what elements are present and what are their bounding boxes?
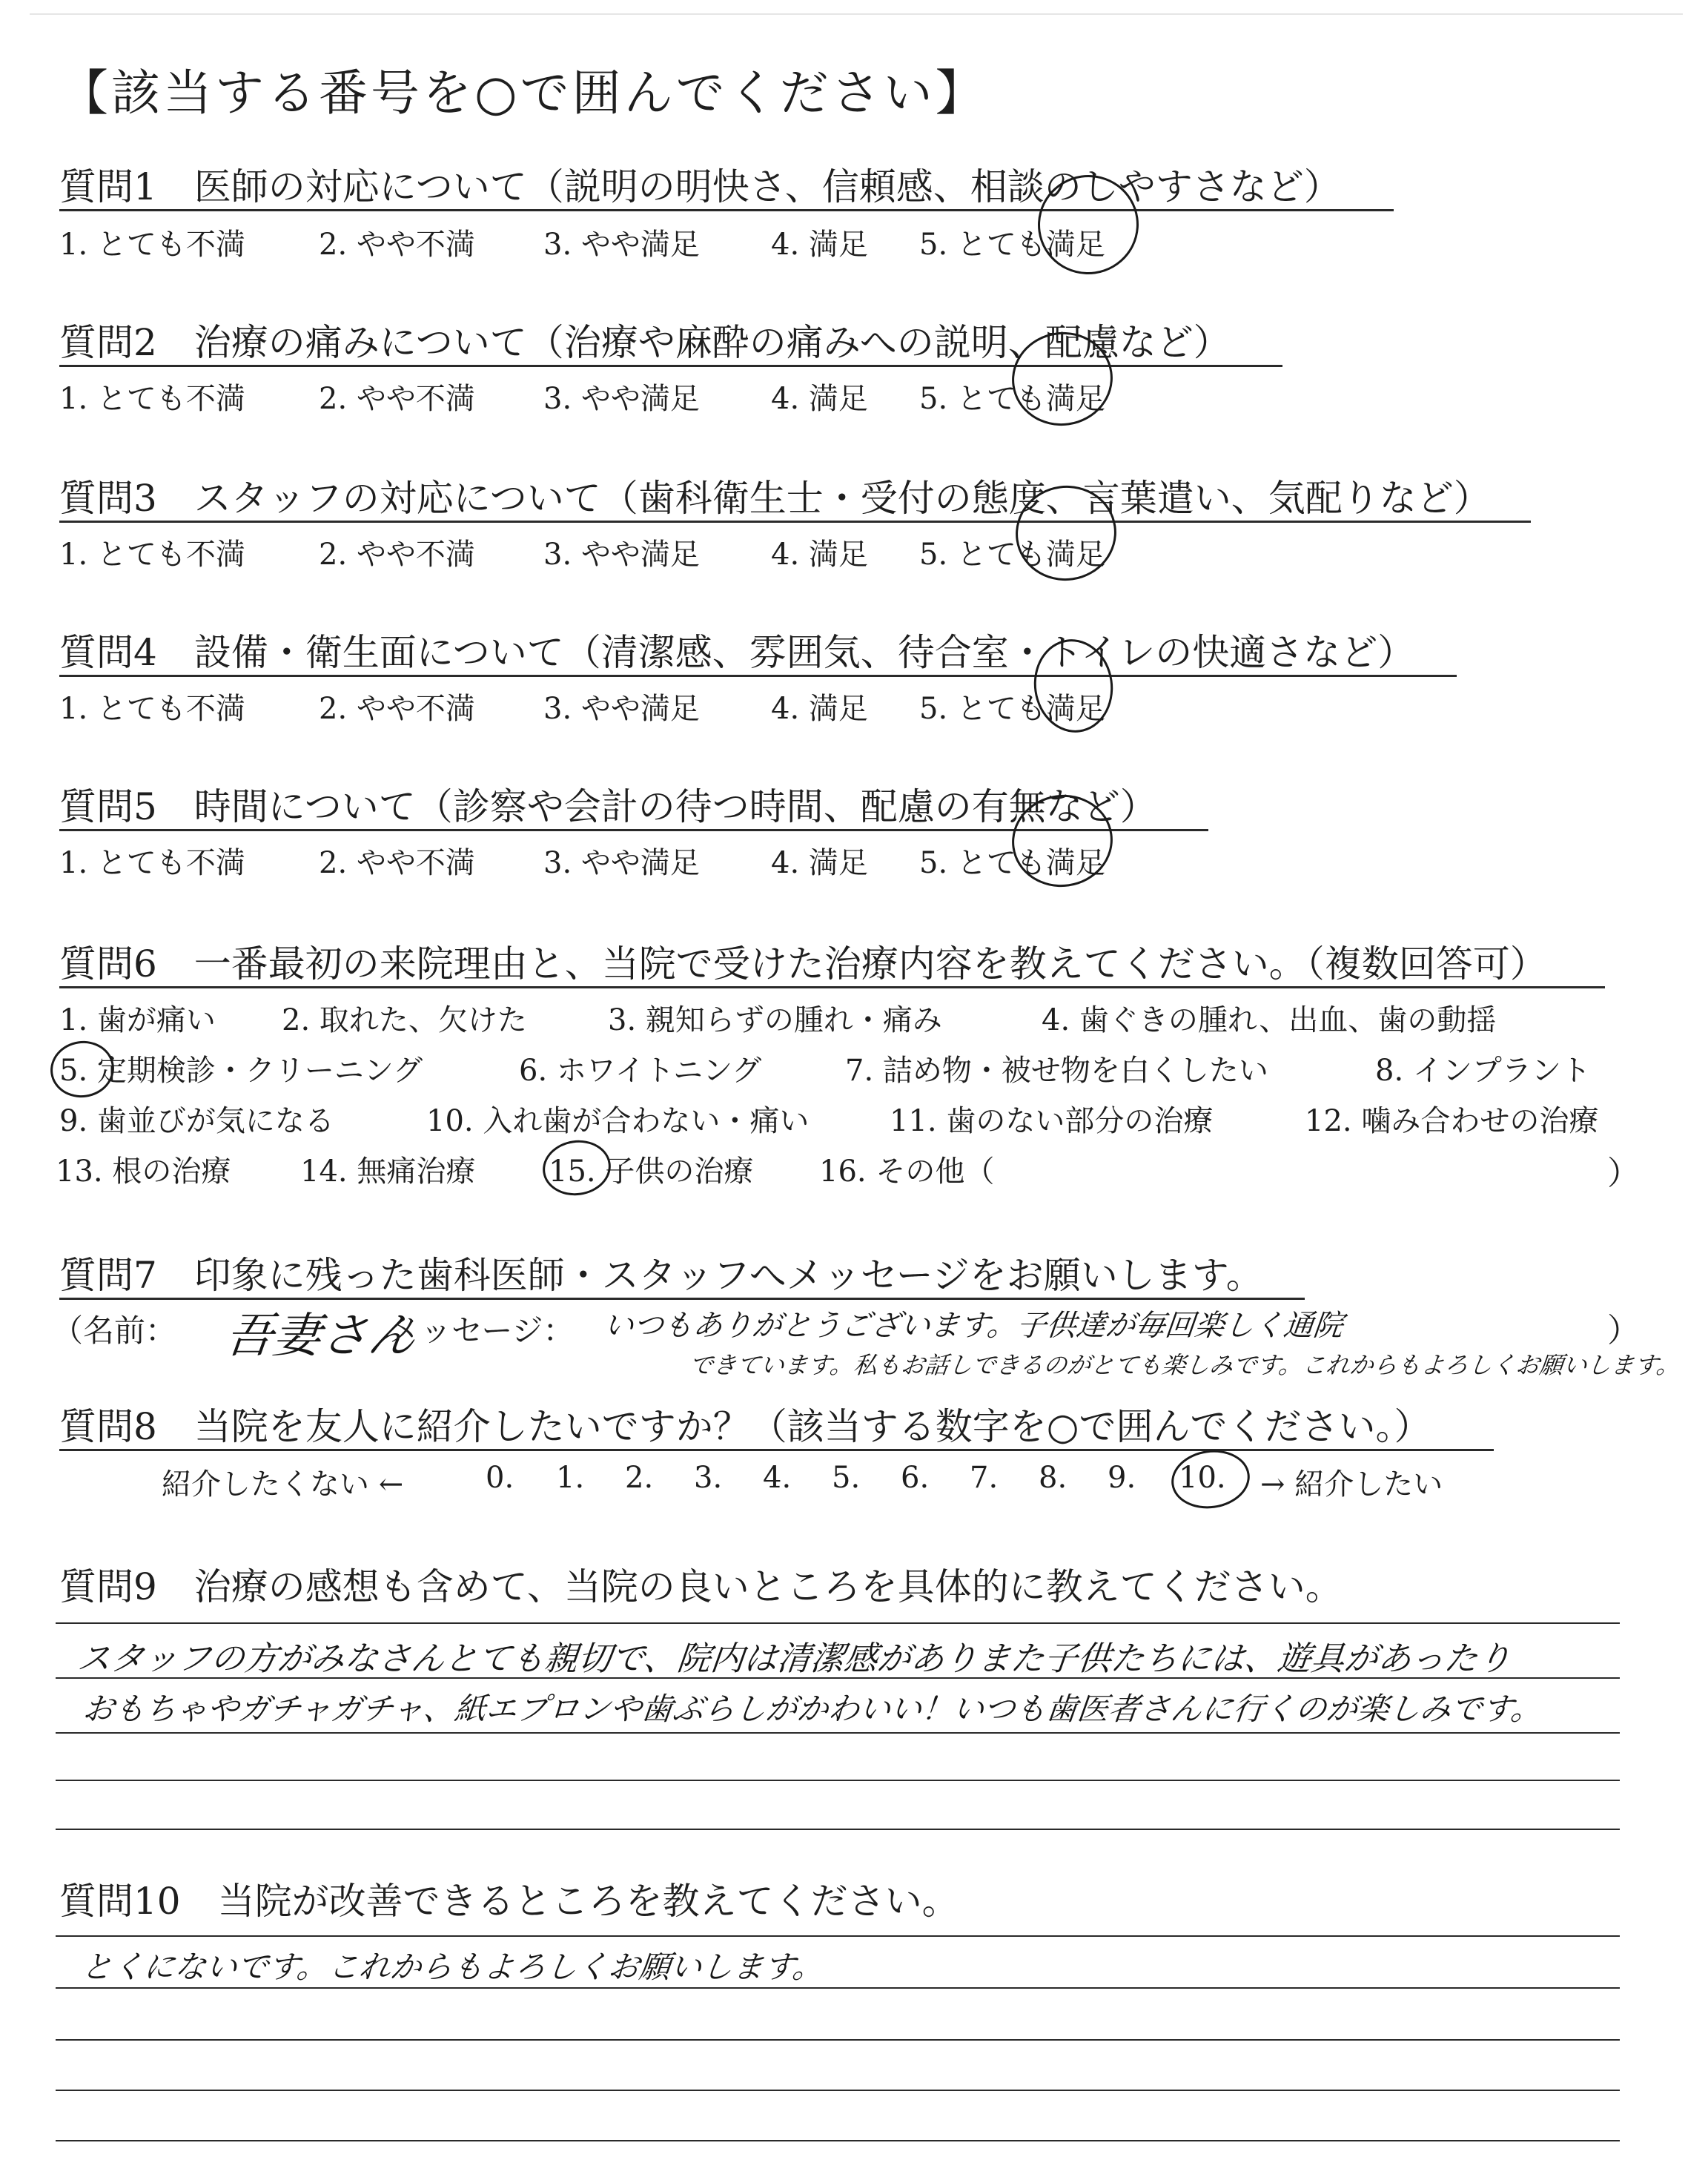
q6-option-3[interactable]: 3. 親知らずの腫れ・痛み bbox=[608, 1003, 942, 1037]
q8-scale-4[interactable]: 4. bbox=[763, 1461, 792, 1495]
q6-other-close-paren: ） bbox=[1607, 1155, 1640, 1192]
q4-option-4[interactable]: 4. 満足 bbox=[771, 692, 868, 726]
q6-option-4[interactable]: 4. 歯ぐきの腫れ、出血、歯の動揺 bbox=[1042, 1003, 1497, 1037]
q10-answer-line-2 bbox=[56, 1987, 1620, 1989]
q7-message-label: メッセージ： bbox=[389, 1312, 575, 1349]
q2-option-2[interactable]: 2. やや不満 bbox=[319, 382, 475, 416]
q6-option-10[interactable]: 10. 入れ歯が合わない・痛い bbox=[426, 1104, 810, 1138]
q8-scale-10[interactable]: 10. bbox=[1179, 1461, 1226, 1495]
q2-option-3[interactable]: 3. やや満足 bbox=[543, 382, 700, 416]
q8-scale-8[interactable]: 8. bbox=[1039, 1461, 1068, 1495]
q9-answer-line-1 bbox=[56, 1622, 1620, 1624]
q9-answer-line-4 bbox=[56, 1780, 1620, 1781]
question-2-title: 質問2 治療の痛みについて（治療や麻酔の痛みへの説明、配慮など） bbox=[59, 321, 1231, 364]
q8-scale-5[interactable]: 5. bbox=[832, 1461, 861, 1495]
q6-option-16-other[interactable]: 16. その他（ bbox=[819, 1155, 995, 1189]
q10-answer-line-1 bbox=[56, 1935, 1620, 1937]
q7-close-paren: ） bbox=[1607, 1312, 1640, 1350]
q1-option-5[interactable]: 5. とても満足 bbox=[919, 228, 1105, 262]
q6-option-15[interactable]: 15. 子供の治療 bbox=[549, 1155, 754, 1189]
q8-left-label: 紹介したくない ← bbox=[162, 1467, 404, 1502]
q4-option-1[interactable]: 1. とても不満 bbox=[59, 692, 245, 726]
q10-answer-line-3 bbox=[56, 2039, 1620, 2041]
q4-option-2[interactable]: 2. やや不満 bbox=[319, 692, 475, 726]
q6-option-7[interactable]: 7. 詰め物・被せ物を白くしたい bbox=[845, 1054, 1268, 1088]
q8-selected-circle bbox=[1168, 1445, 1254, 1513]
q4-option-3[interactable]: 3. やや満足 bbox=[543, 692, 700, 726]
question-10-title: 質問10 当院が改善できるところを教えてください。 bbox=[59, 1880, 959, 1923]
q8-scale-9[interactable]: 9. bbox=[1108, 1461, 1136, 1495]
q10-answer-line-5 bbox=[56, 2140, 1620, 2141]
q3-option-3[interactable]: 3. やや満足 bbox=[543, 538, 700, 572]
q6-option-8[interactable]: 8. インプラント bbox=[1375, 1054, 1591, 1088]
q8-scale-6[interactable]: 6. bbox=[901, 1461, 930, 1495]
q6-option-12[interactable]: 12. 噛み合わせの治療 bbox=[1305, 1104, 1599, 1138]
q2-option-4[interactable]: 4. 満足 bbox=[771, 382, 868, 416]
q6-option-6[interactable]: 6. ホワイトニング bbox=[519, 1054, 762, 1088]
q6-option-14[interactable]: 14. 無痛治療 bbox=[300, 1155, 476, 1189]
q7-message-handwritten-line2[interactable]: できています。私もお話しできるのがとても楽しみです。これからもよろしくお願いします。 bbox=[687, 1351, 1682, 1379]
q7-message-handwritten-line1[interactable]: いつもありがとうございます。子供達が毎回楽しく通院 bbox=[602, 1309, 1345, 1343]
q6-option-5[interactable]: 5. 定期検診・クリーニング bbox=[59, 1054, 423, 1088]
q8-scale-2[interactable]: 2. bbox=[625, 1461, 654, 1495]
q1-option-3[interactable]: 3. やや満足 bbox=[543, 228, 700, 262]
q5-option-4[interactable]: 4. 満足 bbox=[771, 846, 868, 880]
q8-right-label: → 紹介したい bbox=[1260, 1467, 1443, 1502]
q6-option-15-selected-circle bbox=[539, 1136, 614, 1200]
q8-scale-1[interactable]: 1. bbox=[556, 1461, 585, 1495]
q4-option-5[interactable]: 5. とても満足 bbox=[919, 692, 1105, 726]
q8-scale-0[interactable]: 0. bbox=[486, 1461, 514, 1495]
question-6-title: 質問6 一番最初の来院理由と、当院で受けた治療内容を教えてください。（複数回答可） bbox=[59, 942, 1547, 985]
q7-name-label: （名前： bbox=[52, 1312, 177, 1349]
q6-option-11[interactable]: 11. 歯のない部分の治療 bbox=[890, 1104, 1214, 1138]
q1-option-2[interactable]: 2. やや不満 bbox=[319, 228, 475, 262]
q6-option-1[interactable]: 1. 歯が痛い bbox=[59, 1003, 216, 1037]
question-1-title: 質問1 医師の対応について（説明の明快さ、信頼感、相談のしやすさなど） bbox=[59, 165, 1341, 208]
q7-name-handwritten[interactable]: 吾妻さん bbox=[222, 1309, 419, 1364]
q6-option-9[interactable]: 9. 歯並びが気になる bbox=[59, 1104, 334, 1138]
question-4-underline bbox=[59, 675, 1457, 677]
question-5-title: 質問5 時間について（診察や会計の待つ時間、配慮の有無など） bbox=[59, 785, 1157, 828]
q3-option-5[interactable]: 5. とても満足 bbox=[919, 538, 1105, 572]
q8-scale-7[interactable]: 7. bbox=[970, 1461, 999, 1495]
q6-option-13[interactable]: 13. 根の治療 bbox=[56, 1155, 231, 1189]
question-4-title: 質問4 設備・衛生面について（清潔感、雰囲気、待合室・トイレの快適さなど） bbox=[59, 631, 1415, 674]
q3-option-4[interactable]: 4. 満足 bbox=[771, 538, 868, 572]
q9-handwritten-answer-line2[interactable]: おもちゃやガチャガチャ、紙エプロンや歯ぶらしがかわいい！いつも歯医者さんに行くのが楽しみです。 bbox=[81, 1691, 1544, 1727]
question-6-underline bbox=[59, 986, 1605, 988]
q10-answer-line-4 bbox=[56, 2090, 1620, 2091]
q9-handwritten-answer-line1[interactable]: スタッフの方がみなさんとても親切で、院内は清潔感がありまた子供たちには、遊具があったり bbox=[75, 1639, 1514, 1678]
form-instruction-header: 【該当する番号を○で囲んでください】 bbox=[59, 65, 987, 122]
page-edge-line bbox=[30, 13, 1683, 15]
q1-option-4[interactable]: 4. 満足 bbox=[771, 228, 868, 262]
q3-option-2[interactable]: 2. やや不満 bbox=[319, 538, 475, 572]
q2-option-5[interactable]: 5. とても満足 bbox=[919, 382, 1105, 416]
q9-answer-line-5 bbox=[56, 1829, 1620, 1830]
question-7-title: 質問7 印象に残った歯科医師・スタッフへメッセージをお願いします。 bbox=[59, 1254, 1263, 1297]
question-3-underline bbox=[59, 521, 1531, 523]
q5-option-2[interactable]: 2. やや不満 bbox=[319, 846, 475, 880]
q6-option-2[interactable]: 2. 取れた、欠けた bbox=[282, 1003, 527, 1037]
q3-option-1[interactable]: 1. とても不満 bbox=[59, 538, 245, 572]
q10-handwritten-answer[interactable]: とくにないです。これからもよろしくお願いします。 bbox=[79, 1949, 826, 1985]
question-8-title: 質問8 当院を友人に紹介したいですか？（該当する数字を○で囲んでください。） bbox=[59, 1405, 1431, 1448]
question-9-title: 質問9 治療の感想も含めて、当院の良いところを具体的に教えてください。 bbox=[59, 1565, 1343, 1608]
question-3-title: 質問3 スタッフの対応について（歯科衛生士・受付の態度、言葉遣い、気配りなど） bbox=[59, 477, 1491, 520]
q5-option-3[interactable]: 3. やや満足 bbox=[543, 846, 700, 880]
question-8-underline bbox=[59, 1449, 1494, 1451]
question-1-underline bbox=[59, 209, 1394, 211]
q1-option-1[interactable]: 1. とても不満 bbox=[59, 228, 245, 262]
q5-option-1[interactable]: 1. とても不満 bbox=[59, 846, 245, 880]
q9-answer-line-3 bbox=[56, 1732, 1620, 1734]
q2-option-1[interactable]: 1. とても不満 bbox=[59, 382, 245, 416]
q8-scale-3[interactable]: 3. bbox=[694, 1461, 723, 1495]
q5-option-5[interactable]: 5. とても満足 bbox=[919, 846, 1105, 880]
